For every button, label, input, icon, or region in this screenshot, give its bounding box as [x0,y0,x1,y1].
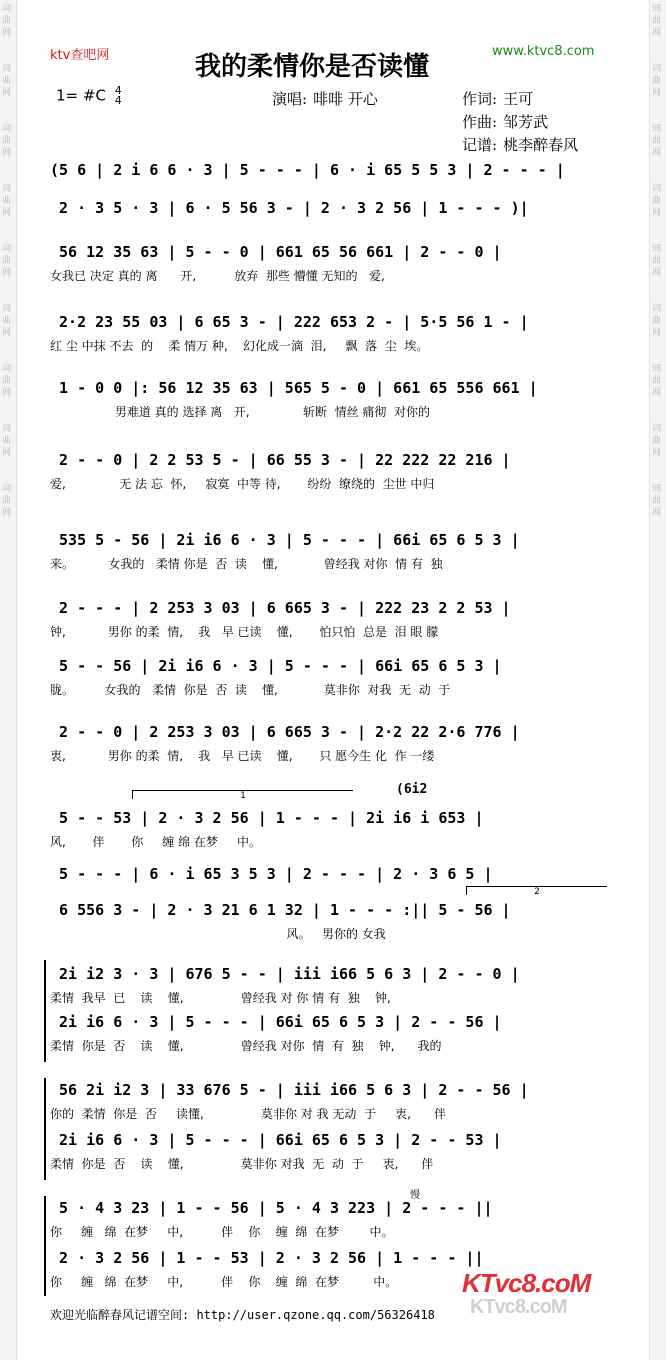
notes-line: 56 2i i2 3 | 33 676 5 - | iii i66 5 6 3 | 2 - - 56 | [50,1081,529,1099]
notes-line: 1 - 0 0 |: 56 12 35 63 | 565 5 - 0 | 661 65 556 661 | [50,379,538,397]
watermark-glyph: 曲 [2,376,12,386]
notes-line: 2·2 23 55 03 | 6 65 3 - | 222 653 2 - | 5·5 56 1 - | [50,313,529,331]
score-row [50,900,610,942]
song-title: 我的柔情你是否读懂 [195,52,430,82]
key-signature [56,86,122,106]
notes-line: (5 6 | 2 i 6 6 · 3 | 5 - - - | 6 · i 65 5 5 3 | 2 - - - | [50,161,565,179]
watermark-glyph: 网 [652,88,662,98]
time-signature [115,86,122,106]
watermark-glyph: 网 [2,388,12,398]
watermark-glyph: 曲 [2,196,12,206]
notes-line: 6 556 3 - | 2 · 3 21 6 1 32 | 1 - - - :|| 5 - 56 | [50,901,511,919]
site-left-link[interactable]: ktv查吧网 [50,48,110,63]
score-row [50,160,610,180]
watermark-glyph: 网 [652,28,662,38]
notes-line: 5 - - 56 | 2i i6 6 · 3 | 5 - - - | 66i 65 6 5 3 | [50,657,502,675]
watermark-glyph: 网 [2,268,12,278]
watermark-glyph: 网 [652,388,662,398]
watermark-glyph: 词 [652,244,662,254]
duet-bracket-1 [44,960,49,1062]
watermark-glyph: 网 [652,148,662,158]
score-row [50,1198,610,1240]
watermark-glyph: 曲 [2,256,12,266]
watermark-glyph: 词 [652,124,662,134]
watermark-glyph: 曲 [2,16,12,26]
watermark-glyph: 词 [2,424,12,434]
watermark-glyph: 曲 [652,496,662,506]
slow-marking: 慢 [410,1190,420,1201]
watermark-glyph: 网 [2,328,12,338]
singer-line [272,88,378,109]
watermark-glyph: 曲 [652,76,662,86]
notes-line: 2i i6 6 · 3 | 5 - - - | 66i 65 6 5 3 | 2 - - 56 | [50,1013,502,1031]
watermark-glyph: 曲 [652,436,662,446]
lyric-line: 柔情 你是 否 读 懂, 莫非你 对我 无 动 于 衷, 伴 [50,1157,434,1171]
notes-line: 56 12 35 63 | 5 - - 0 | 661 65 56 661 | 2 - - 0 | [50,243,502,261]
watermark-glyph: 网 [652,508,662,518]
score-row [50,964,610,1006]
watermark-glyph: 曲 [2,436,12,446]
watermark-glyph: 词 [652,484,662,494]
watermark-glyph: 曲 [652,196,662,206]
watermark-glyph: 网 [2,208,12,218]
volta-1-label: 1 [240,791,246,801]
lyricist-line [462,88,533,109]
watermark-glyph: 曲 [2,76,12,86]
score-row [50,312,610,354]
watermark-glyph: 词 [652,4,662,14]
transcriber-value: 桃李醉春风 [503,136,579,154]
notes-line: 2 · 3 2 56 | 1 - - 53 | 2 · 3 2 56 | 1 - - - || [50,1249,484,1267]
lyric-line: 女我已 决定 真的 离 开, 放弃 那些 懵懂 无知的 爱, [50,269,385,283]
lyric-line: 钟, 男你 的柔 情, 我 早 已读 懂, 怕只怕 总是 泪 眼 朦 [50,625,439,639]
watermark-glyph: 词 [652,424,662,434]
notes-line: 2 · 3 5 · 3 | 6 · 5 56 3 - | 2 · 3 2 56 | 1 - - - )| [50,199,529,217]
notes-line: 535 5 - 56 | 2i i6 6 · 3 | 5 - - - | 66i 65 6 5 3 | [50,531,520,549]
notes-line: 2 - - 0 | 2 253 3 03 | 6 665 3 - | 2·2 22 2·6 776 | [50,723,520,741]
bridge-notes: (6i2 [396,782,428,797]
duet-bracket-3 [44,1196,49,1296]
notes-line: 2 - - - | 2 253 3 03 | 6 665 3 - | 222 23 2 2 53 | [50,599,511,617]
ktvc8-logo-reflection: KTvc8.coM [470,1296,567,1318]
score-row [50,530,610,572]
score-row [50,450,610,492]
watermark-glyph: 词 [2,4,12,14]
watermark-glyph: 词 [652,364,662,374]
composer-line [462,111,548,132]
lyric-line: 风。 男你的 女我 [50,927,386,941]
lyric-line: 衷, 男你 的柔 情, 我 早 已读 懂, 只 愿今生 化 作 一缕 [50,749,435,763]
lyric-line: 男难道 真的 选择 离 开, 斩断 情丝 痛彻 对你的 [50,405,431,419]
lyric-line: 风, 伴 你 缠 绵 在梦 中。 [50,835,261,849]
watermark-glyph: 曲 [652,136,662,146]
notes-line: 2i i6 6 · 3 | 5 - - - | 66i 65 6 5 3 | 2 - - 53 | [50,1131,502,1149]
lyric-line: 爱, 无 法 忘 怀, 寂寞 中等 待, 纷纷 缭绕的 尘世 中归 [50,477,435,491]
watermark-glyph: 词 [652,64,662,74]
watermark-glyph: 词 [2,364,12,374]
key-text: 1= #C [56,86,106,105]
watermark-glyph: 词 [2,64,12,74]
notes-line: 5 - - - | 6 · i 65 3 5 3 | 2 - - - | 2 · 3 6 5 | [50,865,493,883]
watermark-glyph: 曲 [2,136,12,146]
watermark-glyph: 网 [2,448,12,458]
lyric-line: 红 尘 中抹 不去 的 柔 情万 种, 幻化成一滴 泪, 飘 落 尘 埃。 [50,339,429,353]
lyric-line: 你的 柔情 你是 否 读懂, 莫非你 对 我 无动 于 衷, 伴 [50,1107,446,1121]
watermark-glyph: 网 [652,328,662,338]
lyric-line: 你 缠 绵 在梦 中, 伴 你 缠 绵 在梦 中。 [50,1225,394,1239]
watermark-glyph: 网 [652,268,662,278]
lyric-line: 胧。 女我的 柔情 你是 否 读 懂, 莫非你 对我 无 动 于 [50,683,451,697]
lyricist-value: 王可 [503,90,534,108]
duet-bracket-2 [44,1078,49,1180]
score-row [50,242,610,284]
volta-2-label: 2 [534,887,540,897]
watermark-glyph: 曲 [652,316,662,326]
singer-value: 啡啡 开心 [313,90,378,108]
watermark-glyph: 网 [652,448,662,458]
lyric-line: 你 缠 绵 在梦 中, 伴 你 缠 绵 在梦 中。 [50,1275,398,1289]
site-right-link[interactable]: www.ktvc8.com [492,44,595,59]
lyric-line: 柔情 我早 已 读 懂, 曾经我 对 你 情 有 独 钟, [50,991,391,1005]
notes-line: 5 · 4 3 23 | 1 - - 56 | 5 · 4 3 223 | 2 - - - || [50,1199,493,1217]
watermark-glyph: 网 [2,508,12,518]
score-row [50,598,610,640]
volta-2 [466,886,607,895]
transcriber-line [462,134,578,155]
watermark-glyph: 词 [2,124,12,134]
score-row [50,198,610,218]
watermark-glyph: 词 [2,184,12,194]
watermark-glyph: 词 [652,184,662,194]
composer-label: 作曲: [462,113,498,131]
time-numerator: 4 [114,84,122,97]
ktvc8-logo: KTvc8.coM [462,1268,591,1298]
notes-line: 5 - - 53 | 2 · 3 2 56 | 1 - - - | 2i i6 i 653 | [50,809,484,827]
score-row [50,1080,610,1122]
score-row [50,722,610,764]
composer-value: 邹芳武 [503,113,549,131]
score-row [50,864,610,884]
watermark-glyph: 网 [2,148,12,158]
watermark-glyph: 词 [2,484,12,494]
score-row [50,378,610,420]
footer-link[interactable]: 欢迎光临醉春风记谱空间: http://user.qzone.qq.com/56326418 [50,1308,435,1322]
score-row [50,808,610,850]
watermark-glyph: 词 [2,244,12,254]
watermark-glyph: 曲 [652,256,662,266]
right-watermark-strip [649,0,666,1360]
watermark-glyph: 曲 [652,376,662,386]
time-denominator: 4 [114,94,122,107]
transcriber-label: 记谱: [462,136,498,154]
watermark-glyph: 词 [2,304,12,314]
notes-line: 2 - - 0 | 2 2 53 5 - | 66 55 3 - | 22 222 22 216 | [50,451,511,469]
watermark-glyph: 网 [2,88,12,98]
singer-label: 演唱: [272,90,308,108]
notes-line: 2i i2 3 · 3 | 676 5 - - | iii i66 5 6 3 | 2 - - 0 | [50,965,520,983]
lyric-line: 柔情 你是 否 读 懂, 曾经我 对你 情 有 独 钟, 我的 [50,1039,442,1053]
watermark-glyph: 词 [652,304,662,314]
score-row [50,1012,610,1054]
lyric-line: 来。 女我的 柔情 你是 否 读 懂, 曾经我 对你 情 有 独 [50,557,443,571]
volta-1 [132,790,353,799]
watermark-glyph: 曲 [652,16,662,26]
watermark-glyph: 网 [652,208,662,218]
watermark-glyph: 曲 [2,496,12,506]
score-row [50,1130,610,1172]
score-row [50,656,610,698]
lyricist-label: 作词: [462,90,498,108]
watermark-glyph: 网 [2,28,12,38]
left-watermark-strip [0,0,17,1360]
watermark-glyph: 曲 [2,316,12,326]
